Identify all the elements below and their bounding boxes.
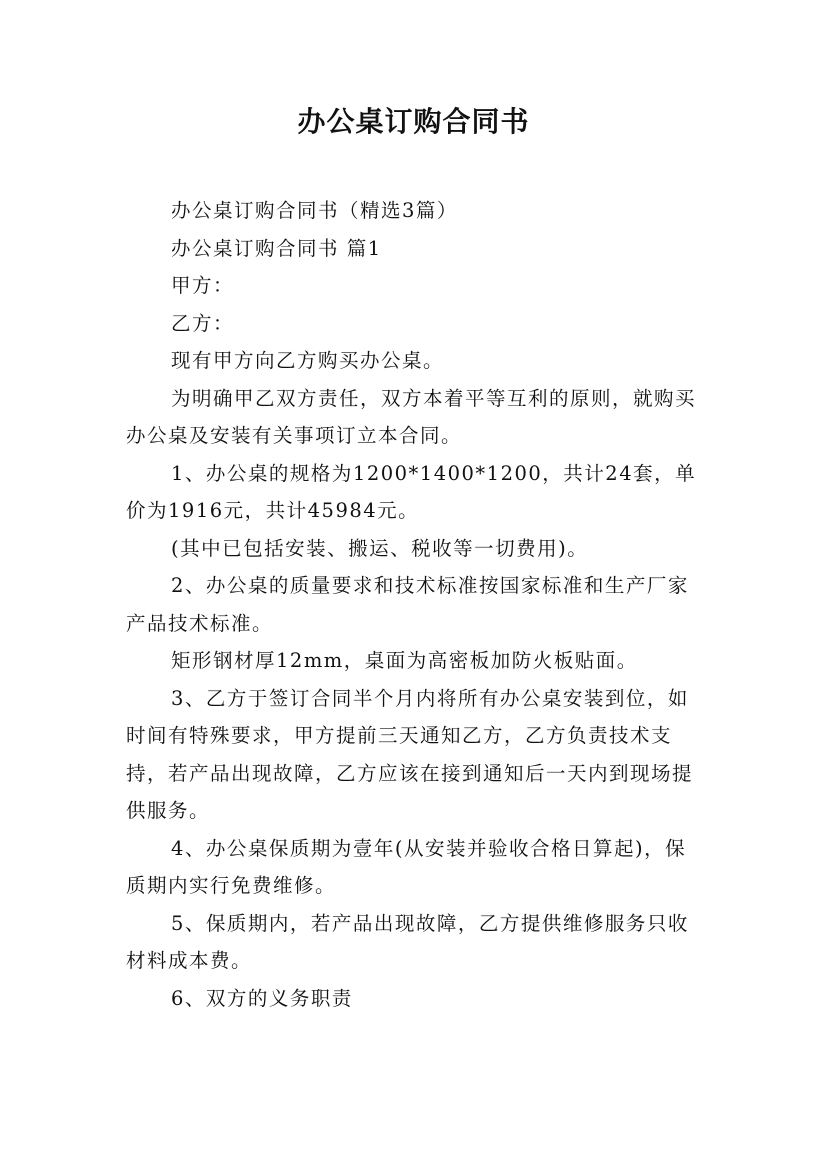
- document-body: [126, 192, 706, 1017]
- paragraph-clause-1: 1、办公桌的规格为1200*1400*1200，共计24套，单价为1916元，共计45984元。: [126, 461, 697, 522]
- paragraph-purpose: 为明确甲乙双方责任，双方本着平等互利的原则，就购买办公桌及安装有关事项订立本合同。: [126, 386, 697, 447]
- document-title: 办公桌订购合同书: [297, 105, 530, 138]
- paragraph-purchase-statement: 现有甲方向乙方购买办公桌。: [171, 349, 445, 372]
- paragraph-party-a: 甲方：: [171, 274, 235, 297]
- paragraph-clause-2: 2、办公桌的质量要求和技术标准按国家标准和生产厂家产品技术标准。: [126, 574, 689, 635]
- paragraph-clause-3: 3、乙方于签订合同半个月内将所有办公桌安装到位，如时间有特殊要求，甲方提前三天通知乙方，乙方负责技术支持，若产品出现故障，乙方应该在接到通知后一天内到现场提供服务。: [126, 686, 694, 822]
- paragraph-subtitle: 办公桌订购合同书（精选3篇）: [171, 199, 458, 222]
- paragraph-clause-1-note: (其中已包括安装、搬运、税收等一切费用)。: [171, 536, 589, 560]
- paragraph-clause-6: 6、双方的义务职责: [171, 986, 353, 1010]
- paragraph-clause-5: 5、保质期内，若产品出现故障，乙方提供维修服务只收材料成本费。: [126, 911, 689, 972]
- paragraph-section-heading: 办公桌订购合同书 篇1: [171, 236, 382, 260]
- paragraph-party-b: 乙方：: [171, 311, 235, 335]
- paragraph-clause-2-material: 矩形钢材厚12mm，桌面为高密板加防火板贴面。: [171, 649, 638, 672]
- paragraph-clause-4: 4、办公桌保质期为壹年(从安装并验收合格日算起)，保质期内实行免费维修。: [126, 836, 687, 897]
